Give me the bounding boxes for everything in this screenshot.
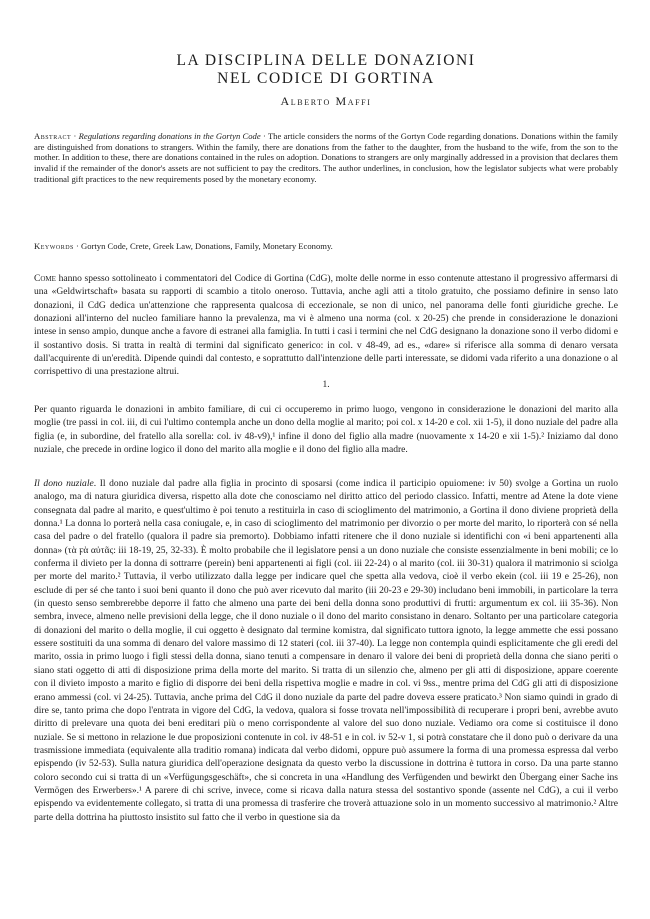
article-title-line-1: LA DISCIPLINA DELLE DONAZIONI xyxy=(176,52,476,69)
keywords-separator: · xyxy=(73,241,82,251)
paragraph-lead-word: Come xyxy=(34,273,56,284)
section-number: 1. xyxy=(322,380,330,390)
article-title xyxy=(34,52,618,88)
abstract-label: Abstract xyxy=(34,131,72,141)
keywords xyxy=(34,241,618,252)
body-paragraph-1 xyxy=(34,272,618,379)
keywords-text: Gortyn Code, Crete, Greek Law, Donations, Family, Monetary Economy. xyxy=(81,241,333,251)
page xyxy=(34,0,618,919)
article-author: Alberto Maffi xyxy=(280,94,372,108)
keywords-label: Keywords xyxy=(34,241,74,251)
article-title-line-2: NEL CODICE DI GORTINA xyxy=(217,70,435,87)
abstract xyxy=(34,131,618,185)
body-paragraph-3 xyxy=(34,477,618,824)
abstract-separator: · xyxy=(71,131,79,141)
abstract-separator-2: · xyxy=(260,131,268,141)
abstract-title: Regulations regarding donations in the Gortyn Code xyxy=(78,131,261,141)
body-paragraph-2: Per quanto riguarda le donazioni in ambito familiare, di cui ci occuperemo in primo luogo, vengono in considerazione le donazioni del marito alla moglie (tre passi in col. iii, di cui l'ultimo contempla anche un dono della moglie al marito; poi col. x 14-20 e col. xii 1-5), il dono nuziale del padre alla figlia (e, in subordine, del fratello alla sorella: col. iv 48-v9),¹ infine il dono del figlio alla madre (nuovamente x 14-20 e xii 1-5).² Iniziamo dal dono nuziale, che precede in ordine logico il dono del marito alla moglie e il dono del figlio alla madre. xyxy=(34,404,618,456)
abstract-text: The article considers the norms of the Gortyn Code regarding donations. Donations within the family are distinguished from donations to strangers. Within the family, there are donations from the father to the daughter, from the husband to the wife, from the son to the mother. In addition to these, there are donations contained in the rules on adoption. Donations to strangers are only marginally addressed in a provision that declares them invalid if the remainder of the donor's assets are not sufficient to pay the creditors. The author underlines, in conclusion, how the legislator subjects what were probably traditional gift practices to the new requirements posed by the monetary economy. xyxy=(34,131,618,184)
paragraph-3-heading: Il dono nuziale xyxy=(34,478,94,489)
paragraph-3-text: . Il dono nuziale dal padre alla figlia in procinto di sposarsi (come indica il participio opuiomene: iv 50) svolge a Gortina un ruolo analogo, ma di natura giuridica diversa, rispetto alla dote che conosciamo nel diritto attico del periodo classico. Infatti, mentre ad Atene la dote viene consegnata dal padre al marito, e quest'ultimo è poi tenuto a restituirla in caso di scioglimento del matrimonio, a Gortina il dono diviene proprietà della donna.¹ La donna lo porterà nella casa coniugale, e, in caso di scioglimento del matrimonio per divorzio o per morte del marito, lo riporterà con sé nella casa del padre o del fratello (qualora il padre sia premorto). Dobbiamo infatti ritenere che il dono nuziale si identifichi con «i beni appartenenti alla donna» (τὰ ϝὰ αὐτᾶς: iii 18-19, 25, 32-33). È molto probabile che il legislatore pensi a un dono nuziale che consiste essenzialmente in beni mobili; ce lo conferma il divieto per la donna di sottrarre (perein) beni appartenenti ai figli (col. iii 22-24) o al marito (col. iii 30-31) qualora il matrimonio si sciolga per morte del marito.² Tuttavia, il verbo utilizzato dalla legge per indicare quel che spetta alla vedova, cioè il verbo ekein (col. iii 19 e 25-26), non esclude di per sé che tanto i suoi beni quanto il dono che può aver ricevuto dal marito (iii 20-23 e 29-30) includano beni immobili, in particolare la terra (in questo senso sembrerebbe deporre il fatto che almeno una parte dei beni della donna sono produttivi di frutti: argumentum ex col. iii 35-36). Non sembra, invece, almeno nelle previsioni della legge, che il dono nuziale o il dono del marito consistano in denaro. Soltanto per una particolare categoria di donazioni del marito o della moglie, il cui oggetto è designato dal termine komistra, dal significato tuttora ignoto, la legge ammette che essi possano essere sostituiti da una somma di denaro del valore massimo di 12 stateri (col. iii 37-40). La legge non contempla quindi esplicitamente che gli eredi del marito, ossia in primo luogo i figli stessi della donna, siano tenuti a compensare in denaro il valore dei beni di proprietà della donna che siano periti o siano stati oggetto di atti di disposizione prima della morte del marito. Si tratta di un silenzio che, almeno per gli atti di disposizione, appare coerente con il divieto imposto a marito e figlio di disporre dei beni della rispettiva moglie e madre in col. vi 9ss., mentre prima del CdG gli atti di disposizione erano ammessi (col. vi 24-25). Tuttavia, anche prima del CdG il dono nuziale da parte del padre doveva essere praticato.³ Non siamo quindi in grado di dire se, tanto prima che dopo l'entrata in vigore del CdG, la vedova, qualora si fosse trovata nell'impossibilità di recuperare i propri beni, avrebbe avuto diritto di prelevare una quota dei beni ereditari più o meno corrispondente al valore del suo dono nuziale. Vediamo ora come si costituisce il dono nuziale. Se si mettono in relazione le due proposizioni contenute in col. iv 48-51 e in col. iv 52-v 1, si potrà constatare che il dono può o derivare da una trasmissione immediata (equivalente alla traditio romana) indicata dal verbo didomi, oppure può assumere la forma di una promessa espressa dal verbo epispendo (iv 52-53). Sulla natura giuridica dell'operazione designata da questo verbo la discussione in dottrina è tuttora in corso. Da una parte stanno coloro secondo cui si tratta di un «Verfügungsgeschäft», che si concreta in una «Handlung des Verfügenden und bewirkt den Übergang einer Sache ins Vermögen des Erwerbers».¹ A parere di chi scrive, invece, come si ricava dalla natura stessa del sostantivo sponde (assente nel CdG), a cui il verbo epispendo va evidentemente collegato, si tratta di una promessa di trasferire che troverà attuazione solo in un momento successivo al matrimonio.² Altre parte della dottrina ha piuttosto insistito sul fatto che il verbo in questione sia da xyxy=(34,478,618,823)
paragraph-1-text: hanno spesso sottolineato i commentatori del Codice di Gortina (CdG), molte delle norme in esso contenute attestano il progressivo affermarsi di una «Geldwirtschaft» basata su rapporti di scambio a titolo oneroso. Tuttavia, anche agli atti a titolo gratuito, che possiamo definire in senso lato donazioni, il CdG dedica un'attenzione che rappresenta qualcosa di eccezionale, se non di unico, nel panorama delle fonti giuridiche greche. Le donazioni all'interno del nucleo familiare hanno la prevalenza, ma vi è almeno una norma (col. x 20-25) che prende in considerazione le donazioni intese in senso ampio, dunque anche a favore di estranei alla famiglia. In tutti i casi i termini che nel CdG designano la donazione sono il verbo didomi e il sostantivo dosis. Si tratta in realtà di termini dal significato generico: in col. v 48-49, ad es., «dare» si riferisce alla somma di denaro versata dall'acquirente di un'eredità. Dipende quindi dal contesto, e soprattutto dall'intenzione delle parti interessate, se didomi vada riferito a una donazione o al corrispettivo di una prestazione altrui. xyxy=(34,273,618,378)
